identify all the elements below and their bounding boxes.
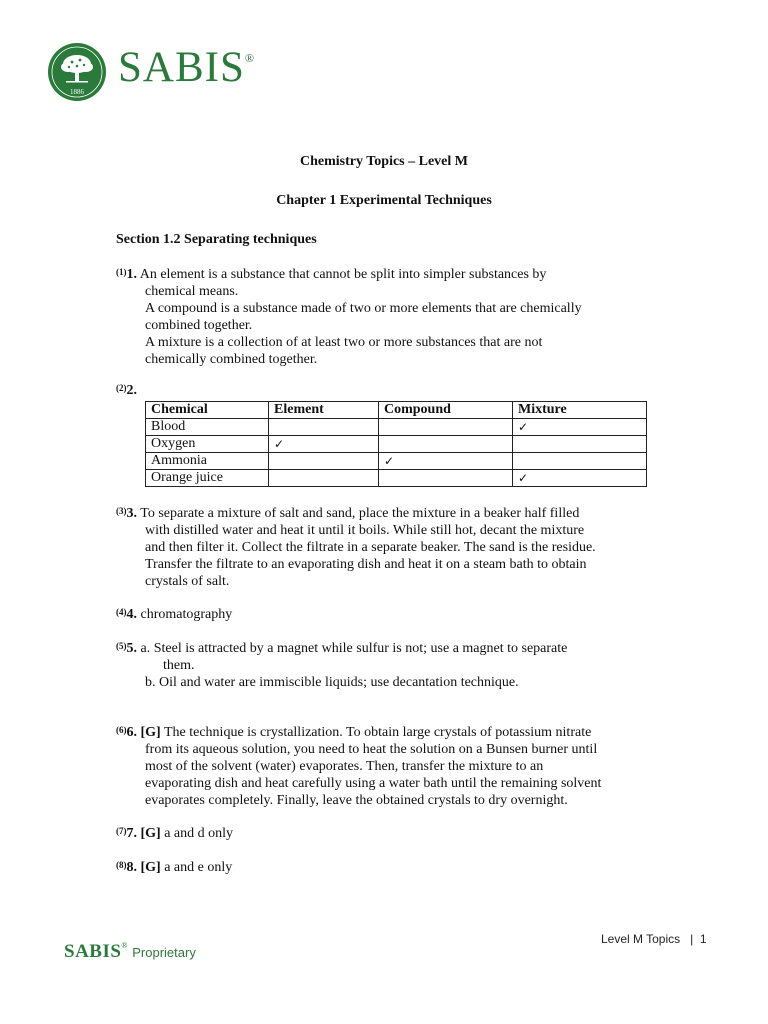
answer-5: $^{(5)}$5. a. Steel is attracted by a magnet while sulfur is not; use a magnet to separate them. b. Oil and water are immiscible liquids; use decantation technique. xyxy=(116,641,568,690)
table-row xyxy=(146,470,647,487)
table-cell: Blood xyxy=(146,419,269,436)
table-cell xyxy=(379,419,513,436)
check-icon: ✓ xyxy=(269,436,379,453)
table-row xyxy=(146,453,647,470)
answer-7: $^{(7)}$7. [G] a and d only xyxy=(116,826,234,841)
sabis-proprietary-logo: SABIS® Proprietary xyxy=(64,941,196,962)
answer-6: $^{(6)}$6. [G] The technique is crystallization. To obtain large crystals of potassium nitrate from its aqueous solution, you need to heat the solution on a Bunsen burner until most of the solvent (water) evaporates. Then, transfer the mixture to an evaporating dish and heat carefully using a water bath until the remaining solvent evaporates completely. Finally, leave the obtained crystals to dry overnight. xyxy=(116,725,602,808)
page-footer-label: Level M Topics | 1 xyxy=(601,932,707,946)
table-cell xyxy=(269,470,379,487)
table-row xyxy=(146,436,647,453)
topic-title: Chemistry Topics – Level M xyxy=(300,154,468,169)
answer-8: $^{(8)}$8. [G] a and e only xyxy=(116,860,233,875)
table-cell: Orange juice xyxy=(146,470,269,487)
answer-4: $^{(4)}$4. chromatography xyxy=(116,607,233,622)
check-icon: ✓ xyxy=(513,470,647,487)
classification-table xyxy=(145,401,647,487)
answer-2-label: $^{(2)}$2. xyxy=(116,383,137,398)
table-header-row xyxy=(146,402,647,419)
table-cell xyxy=(513,436,647,453)
header-compound: Compound xyxy=(379,402,513,419)
answer-3: $^{(3)}$3. To separate a mixture of salt and sand, place the mixture in a beaker half filled with distilled water and heat it until it boils. While still hot, decant the mixture and then filter it. Collect the filtrate in a separate beaker. The sand is the residue. Transfer the filtrate to an evaporating dish and heat it on a steam bath to obtain crystals of salt. xyxy=(116,506,596,589)
table-cell xyxy=(269,419,379,436)
seal-year-text: 1886 xyxy=(70,88,84,96)
answer-1: $^{(1)}$1. An element is a substance that cannot be split into simpler substances by chemical means. A compound is a substance made of two or more elements that are chemically combined together. A mixture is a collection of at least two or more substances that are not chemically combined together. xyxy=(116,267,582,367)
header-chemical: Chemical xyxy=(146,402,269,419)
table-cell xyxy=(513,453,647,470)
table-cell xyxy=(379,436,513,453)
table-cell xyxy=(269,453,379,470)
table-cell: Oxygen xyxy=(146,436,269,453)
sabis-seal-logo xyxy=(44,42,110,102)
header-mixture: Mixture xyxy=(513,402,647,419)
section-title: Section 1.2 Separating techniques xyxy=(116,232,317,247)
table-row xyxy=(146,419,647,436)
check-icon: ✓ xyxy=(513,419,647,436)
check-icon: ✓ xyxy=(379,453,513,470)
chapter-title: Chapter 1 Experimental Techniques xyxy=(276,193,492,208)
table-cell xyxy=(379,470,513,487)
table-cell: Ammonia xyxy=(146,453,269,470)
header-element: Element xyxy=(269,402,379,419)
sabis-logo-text: SABIS® xyxy=(118,44,256,91)
